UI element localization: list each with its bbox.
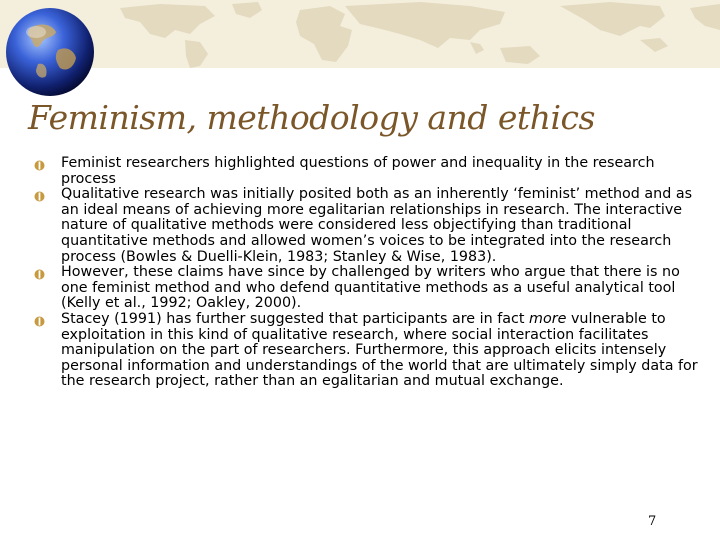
bullet-item: [34, 265, 704, 312]
bullet-text: However, these claims have since by challenged by writers who argue that there is no one feminist method and who defend quantitative methods as a useful analytical tool (Kelly et al., 1992; Oakley, 2000).: [61, 264, 680, 312]
bullet-text: Qualitative research was initially posited both as an inherently ‘feminist’ method and as an ideal means of achieving more egalitarian relationships in research. The interactive nature of qualitative methods were considered less objectifying than traditional quantitative methods and allowed women’s voices to be integrated into the research process (Bowles & Duelli-Klein, 1983; Stanley & Wise, 1983).: [61, 186, 693, 265]
bullet-icon: [34, 160, 45, 171]
bullet-item: [34, 156, 704, 187]
bullet-item: [34, 187, 704, 265]
bullet-text: Feminist researchers highlighted questions of power and inequality in the research process: [61, 155, 655, 187]
page-number: 7: [648, 514, 657, 529]
header-band: [0, 0, 720, 68]
slide-title: Feminism, methodology and ethics: [28, 98, 595, 137]
bullet-icon: [34, 191, 45, 202]
bullet-text-end: vulnerable to exploitation in this kind of qualitative research, where social interaction facilitates manipulation on the part of researchers. Furthermore, this approach elicits intensely personal information and understandings of the world that are ultimately simply data for the research project, rather than an egalitarian and mutual exchange.: [61, 310, 698, 390]
bullet-icon: [34, 269, 45, 280]
bullet-text-start: Stacey (1991) has further suggested that participants are in fact: [61, 310, 530, 327]
world-map-icon: [0, 0, 720, 68]
bullet-item: [34, 312, 704, 390]
bullet-icon: [34, 316, 45, 327]
globe-icon: [4, 6, 96, 98]
emphasis-word: more: [529, 310, 567, 327]
bullet-list: [34, 156, 704, 390]
